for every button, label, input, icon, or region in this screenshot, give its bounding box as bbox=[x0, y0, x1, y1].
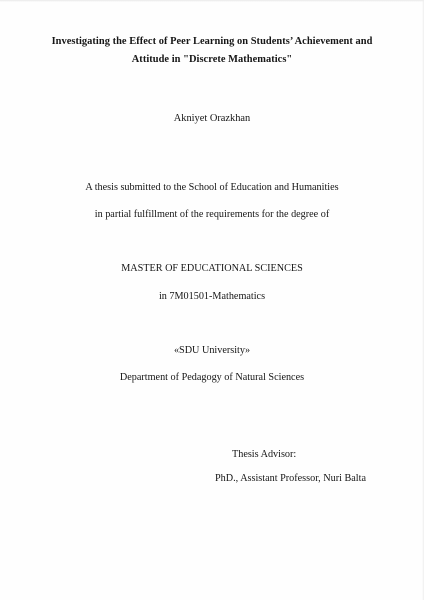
department-name: Department of Pedagogy of Natural Sciences bbox=[119, 372, 305, 383]
author-name: Akniyet Orazkhan bbox=[173, 113, 251, 124]
scan-edge-top bbox=[0, 0, 424, 2]
program-code: in 7M01501-Mathematics bbox=[158, 291, 266, 302]
thesis-title-line-1: Investigating the Effect of Peer Learning on Students’ Achievement and bbox=[51, 36, 373, 47]
advisor-label: Thesis Advisor: bbox=[232, 449, 297, 460]
degree-name: MASTER OF EDUCATIONAL SCIENCES bbox=[121, 263, 303, 274]
submission-statement-line-2: in partial fulfillment of the requirements for the degree of bbox=[94, 209, 330, 220]
submission-statement-line-1: A thesis submitted to the School of Education and Humanities bbox=[85, 182, 339, 193]
advisor-name: PhD., Assistant Professor, Nuri Balta bbox=[215, 473, 366, 484]
university-name: «SDU University» bbox=[173, 345, 251, 356]
thesis-title-line-2: Attitude in "Discrete Mathematics" bbox=[131, 54, 293, 65]
